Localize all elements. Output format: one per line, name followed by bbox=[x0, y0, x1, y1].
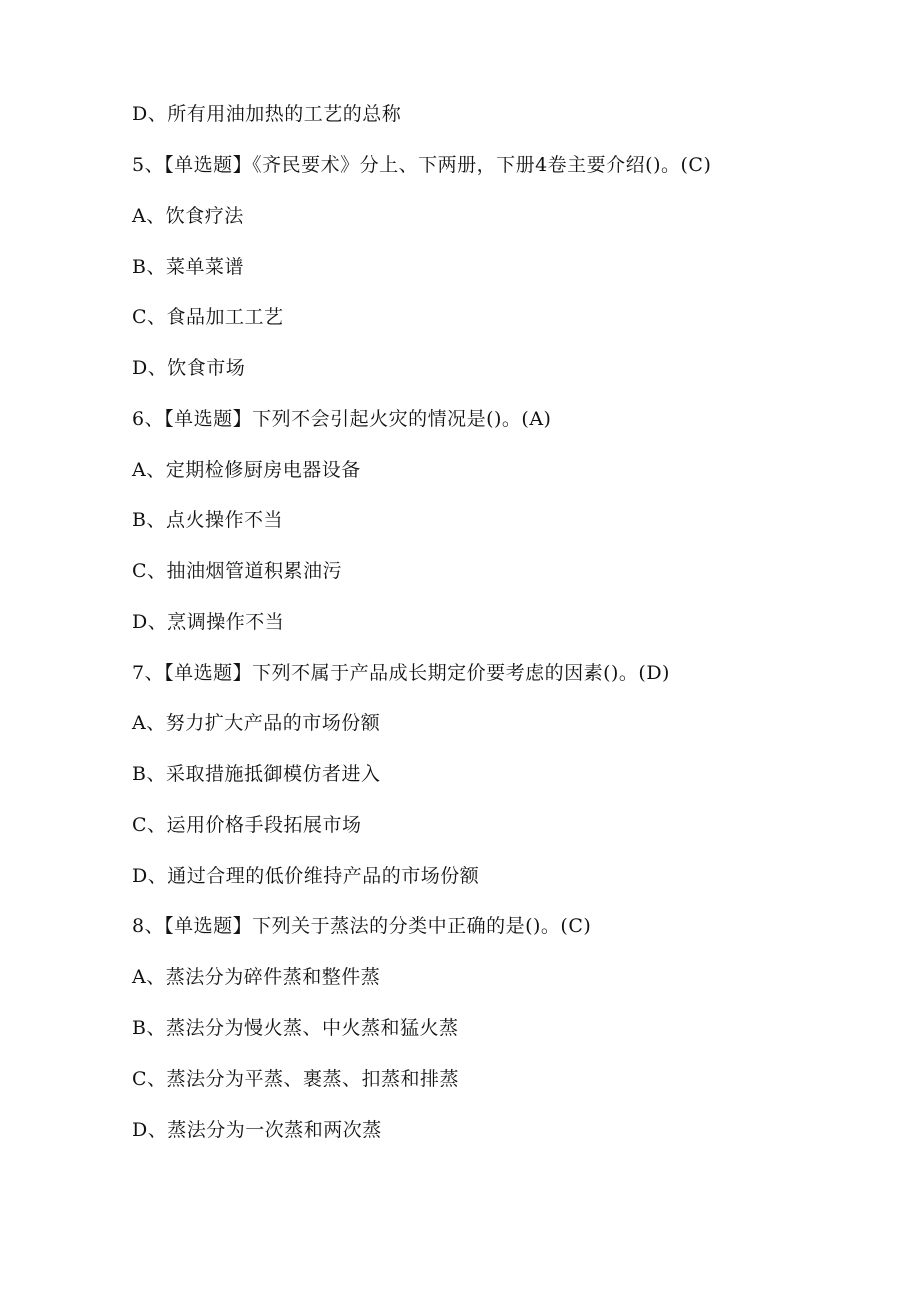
option-a-q7: A、努力扩大产品的市场份额 bbox=[132, 712, 381, 734]
option-d-q6: D、烹调操作不当 bbox=[132, 611, 285, 633]
question-7: 7、【单选题】下列不属于产品成长期定价要考虑的因素()。(D) bbox=[132, 662, 670, 684]
option-c-q7: C、运用价格手段拓展市场 bbox=[132, 814, 362, 836]
question-8: 8、【单选题】下列关于蒸法的分类中正确的是()。(C) bbox=[132, 915, 592, 937]
option-d-q4: D、所有用油加热的工艺的总称 bbox=[132, 103, 402, 125]
option-b-q8: B、蒸法分为慢火蒸、中火蒸和猛火蒸 bbox=[132, 1017, 459, 1039]
option-d-q5: D、饮食市场 bbox=[132, 357, 246, 379]
option-b-q7: B、采取措施抵御模仿者进入 bbox=[132, 763, 381, 785]
option-d-q7: D、通过合理的低价维持产品的市场份额 bbox=[132, 865, 480, 887]
option-c-q6: C、抽油烟管道积累油污 bbox=[132, 560, 343, 582]
option-d-q8: D、蒸法分为一次蒸和两次蒸 bbox=[132, 1119, 382, 1141]
option-a-q6: A、定期检修厨房电器设备 bbox=[132, 459, 361, 481]
question-6: 6、【单选题】下列不会引起火灾的情况是()。(A) bbox=[132, 408, 552, 430]
option-c-q5: C、食品加工工艺 bbox=[132, 306, 284, 328]
option-a-q5: A、饮食疗法 bbox=[132, 205, 244, 227]
option-c-q8: C、蒸法分为平蒸、裹蒸、扣蒸和排蒸 bbox=[132, 1068, 460, 1090]
question-5: 5、【单选题】《齐民要术》分上、下两册，下册4卷主要介绍()。(C) bbox=[132, 154, 712, 176]
option-b-q6: B、点火操作不当 bbox=[132, 509, 283, 531]
option-a-q8: A、蒸法分为碎件蒸和整件蒸 bbox=[132, 966, 381, 988]
option-b-q5: B、菜单菜谱 bbox=[132, 256, 244, 278]
